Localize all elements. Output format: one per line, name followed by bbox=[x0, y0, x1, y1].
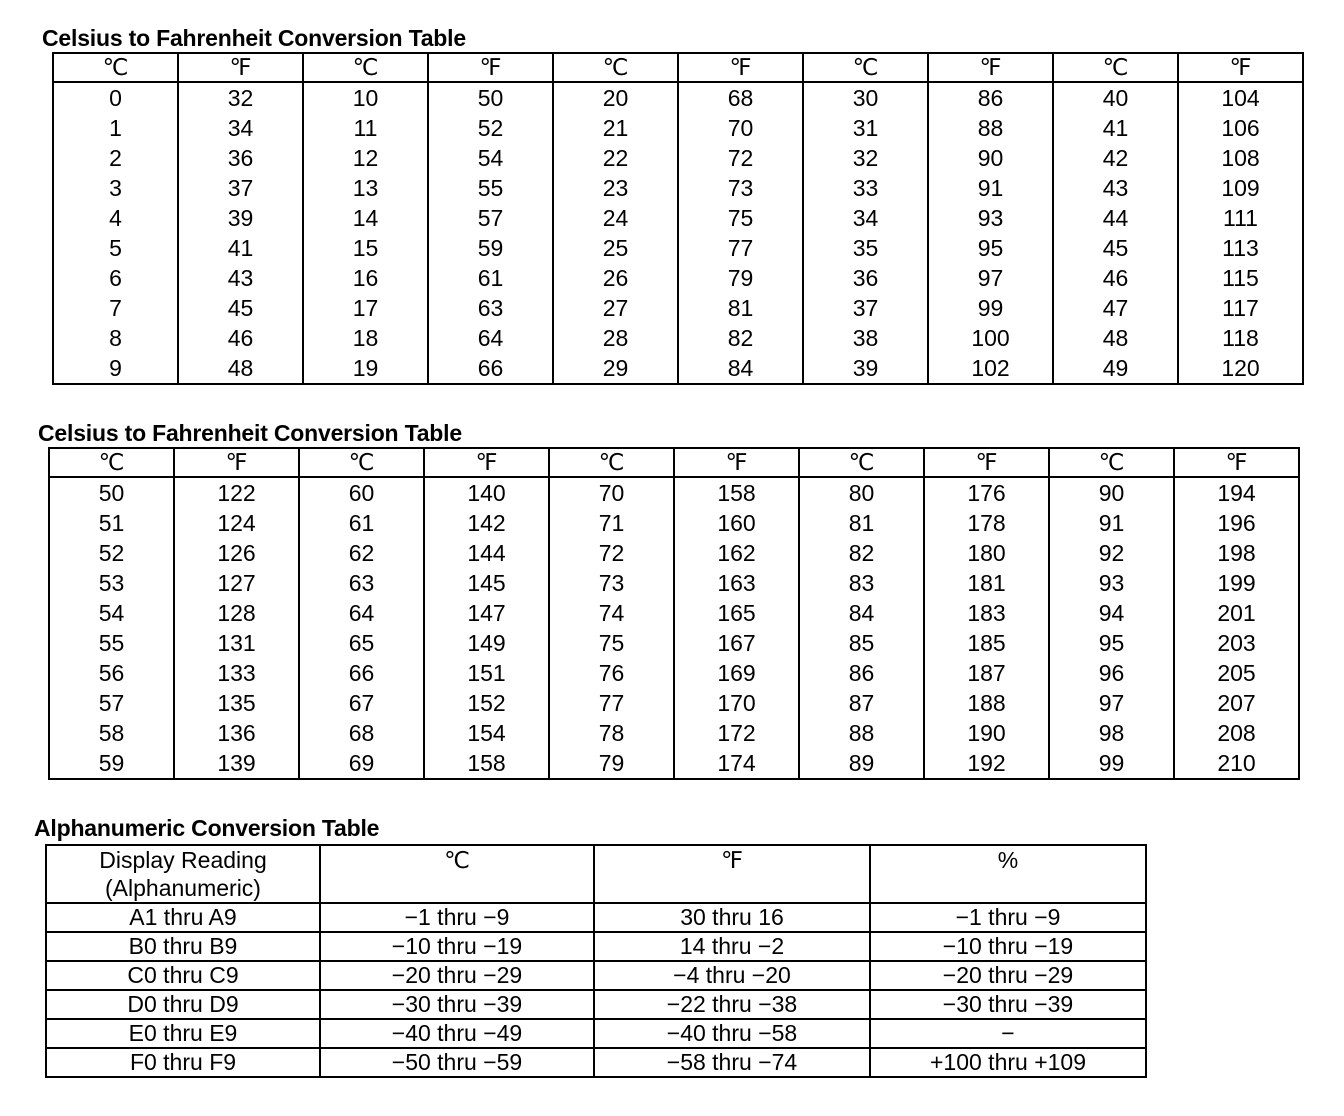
fahrenheit-cell: 136 bbox=[174, 718, 299, 748]
table-row bbox=[53, 82, 1303, 113]
column-header-fahrenheit: ℉ bbox=[428, 53, 553, 82]
celsius-cell: 58 bbox=[98, 719, 125, 746]
fahrenheit-cell: 115 bbox=[1178, 263, 1303, 293]
table-header-row bbox=[49, 448, 1299, 477]
celsius-cell: 66 bbox=[299, 658, 424, 688]
fahrenheit-cell: 70 bbox=[678, 113, 803, 143]
celsius-cell: 27 bbox=[553, 293, 678, 323]
column-header-celsius: ℃ bbox=[549, 448, 674, 477]
celsius-cell: 87 bbox=[799, 688, 924, 718]
table-row bbox=[46, 1019, 1146, 1048]
column-header-fahrenheit: ℉ bbox=[1178, 53, 1303, 82]
column-header-celsius: ℃ bbox=[1053, 53, 1178, 82]
celsius-cell: 55 bbox=[98, 629, 125, 656]
percent-cell: −20 thru −29 bbox=[870, 961, 1146, 990]
celsius-cell: 99 bbox=[1049, 748, 1174, 779]
celsius-cell: 47 bbox=[1053, 293, 1178, 323]
table-row bbox=[49, 748, 1299, 779]
table-row bbox=[46, 961, 1146, 990]
fahrenheit-cell: 52 bbox=[428, 113, 553, 143]
fahrenheit-cell: 95 bbox=[928, 233, 1053, 263]
table-row bbox=[46, 990, 1146, 1019]
fahrenheit-cell: 128 bbox=[174, 598, 299, 628]
fahrenheit-cell: 174 bbox=[674, 748, 799, 779]
celsius-cell: 69 bbox=[299, 748, 424, 779]
fahrenheit-cell: 99 bbox=[928, 293, 1053, 323]
celsius-cell: 20 bbox=[553, 82, 678, 113]
fahrenheit-cell: 139 bbox=[174, 748, 299, 779]
column-header-fahrenheit: ℉ bbox=[674, 448, 799, 477]
celsius-cell: 38 bbox=[803, 323, 928, 353]
fahrenheit-cell: 109 bbox=[1178, 173, 1303, 203]
fahrenheit-cell: 117 bbox=[1178, 293, 1303, 323]
column-header-fahrenheit: ℉ bbox=[924, 448, 1049, 477]
display-reading-cell: C0 thru C9 bbox=[46, 961, 320, 990]
celsius-cell: 68 bbox=[299, 718, 424, 748]
celsius-cell: 79 bbox=[549, 748, 674, 779]
celsius-cell: 40 bbox=[1053, 82, 1178, 113]
fahrenheit-cell: 39 bbox=[178, 203, 303, 233]
celsius-cell: 30 bbox=[803, 82, 928, 113]
fahrenheit-cell: −58 thru −74 bbox=[594, 1048, 870, 1077]
celsius-cell: −1 thru −9 bbox=[320, 903, 594, 932]
fahrenheit-cell: 140 bbox=[424, 477, 549, 508]
fahrenheit-cell: 86 bbox=[928, 82, 1053, 113]
fahrenheit-cell: 145 bbox=[424, 568, 549, 598]
fahrenheit-cell: 68 bbox=[678, 82, 803, 113]
table-row bbox=[49, 477, 1299, 508]
fahrenheit-cell: 144 bbox=[424, 538, 549, 568]
fahrenheit-cell: 205 bbox=[1174, 658, 1299, 688]
celsius-cell: 17 bbox=[303, 293, 428, 323]
celsius-cell: 29 bbox=[553, 353, 678, 384]
fahrenheit-cell: 79 bbox=[678, 263, 803, 293]
celsius-cell: 42 bbox=[1053, 143, 1178, 173]
fahrenheit-cell: 14 thru −2 bbox=[594, 932, 870, 961]
fahrenheit-cell: 64 bbox=[428, 323, 553, 353]
fahrenheit-cell: 167 bbox=[674, 628, 799, 658]
fahrenheit-cell: 196 bbox=[1174, 508, 1299, 538]
celsius-cell: 93 bbox=[1049, 568, 1174, 598]
celsius-cell: 8 bbox=[109, 324, 122, 351]
fahrenheit-cell: 152 bbox=[424, 688, 549, 718]
celsius-cell: 0 bbox=[109, 84, 122, 111]
fahrenheit-cell: −22 thru −38 bbox=[594, 990, 870, 1019]
celsius-cell: 19 bbox=[303, 353, 428, 384]
table-header-row bbox=[53, 53, 1303, 82]
celsius-cell: 71 bbox=[549, 508, 674, 538]
celsius-cell: 7 bbox=[109, 294, 122, 321]
table-row bbox=[53, 203, 1303, 233]
fahrenheit-cell: 149 bbox=[424, 628, 549, 658]
fahrenheit-cell: 72 bbox=[678, 143, 803, 173]
celsius-cell: 51 bbox=[98, 509, 125, 536]
table-row bbox=[49, 508, 1299, 538]
column-header-fahrenheit: ℉ bbox=[174, 448, 299, 477]
celsius-cell: −30 thru −39 bbox=[320, 990, 594, 1019]
display-reading-cell: D0 thru D9 bbox=[46, 990, 320, 1019]
fahrenheit-cell: 88 bbox=[928, 113, 1053, 143]
fahrenheit-cell: 36 bbox=[178, 143, 303, 173]
celsius-cell: 36 bbox=[803, 263, 928, 293]
fahrenheit-cell: 54 bbox=[428, 143, 553, 173]
celsius-cell: 10 bbox=[303, 82, 428, 113]
celsius-cell: 23 bbox=[553, 173, 678, 203]
celsius-cell: 86 bbox=[799, 658, 924, 688]
celsius-cell: 83 bbox=[799, 568, 924, 598]
fahrenheit-cell: 210 bbox=[1174, 748, 1299, 779]
fahrenheit-cell: 178 bbox=[924, 508, 1049, 538]
fahrenheit-cell: 108 bbox=[1178, 143, 1303, 173]
fahrenheit-cell: 104 bbox=[1178, 82, 1303, 113]
table-row bbox=[49, 718, 1299, 748]
celsius-fahrenheit-table-1 bbox=[52, 52, 1304, 385]
celsius-cell: 22 bbox=[553, 143, 678, 173]
fahrenheit-cell: 77 bbox=[678, 233, 803, 263]
fahrenheit-cell: 48 bbox=[178, 353, 303, 384]
fahrenheit-cell: 90 bbox=[928, 143, 1053, 173]
celsius-cell: 24 bbox=[553, 203, 678, 233]
fahrenheit-cell: 135 bbox=[174, 688, 299, 718]
fahrenheit-cell: 41 bbox=[178, 233, 303, 263]
fahrenheit-cell: 203 bbox=[1174, 628, 1299, 658]
fahrenheit-cell: 63 bbox=[428, 293, 553, 323]
celsius-cell: 26 bbox=[553, 263, 678, 293]
celsius-cell: 31 bbox=[803, 113, 928, 143]
fahrenheit-cell: 122 bbox=[174, 477, 299, 508]
percent-cell: −30 thru −39 bbox=[870, 990, 1146, 1019]
celsius-cell: 32 bbox=[803, 143, 928, 173]
celsius-cell: 1 bbox=[109, 114, 122, 141]
celsius-cell: 85 bbox=[799, 628, 924, 658]
celsius-cell: −40 thru −49 bbox=[320, 1019, 594, 1048]
fahrenheit-cell: 158 bbox=[424, 748, 549, 779]
percent-cell: −1 thru −9 bbox=[870, 903, 1146, 932]
fahrenheit-cell: 97 bbox=[928, 263, 1053, 293]
celsius-cell: 25 bbox=[553, 233, 678, 263]
celsius-cell: 4 bbox=[109, 204, 122, 231]
table-row bbox=[49, 538, 1299, 568]
fahrenheit-cell: 199 bbox=[1174, 568, 1299, 598]
fahrenheit-cell: 172 bbox=[674, 718, 799, 748]
fahrenheit-cell: 185 bbox=[924, 628, 1049, 658]
column-header-celsius: ℃ bbox=[799, 448, 924, 477]
fahrenheit-cell: 126 bbox=[174, 538, 299, 568]
celsius-cell: 91 bbox=[1049, 508, 1174, 538]
celsius-cell: 18 bbox=[303, 323, 428, 353]
column-header-celsius: ℃ bbox=[299, 448, 424, 477]
fahrenheit-cell: 34 bbox=[178, 113, 303, 143]
celsius-cell: 50 bbox=[98, 479, 125, 506]
fahrenheit-cell: 91 bbox=[928, 173, 1053, 203]
fahrenheit-cell: 201 bbox=[1174, 598, 1299, 628]
table-row bbox=[53, 233, 1303, 263]
celsius-cell: 98 bbox=[1049, 718, 1174, 748]
celsius-fahrenheit-table-2 bbox=[48, 447, 1300, 780]
celsius-cell: 45 bbox=[1053, 233, 1178, 263]
celsius-cell: 56 bbox=[98, 659, 125, 686]
display-reading-cell: F0 thru F9 bbox=[46, 1048, 320, 1077]
fahrenheit-cell: 84 bbox=[678, 353, 803, 384]
celsius-cell: 13 bbox=[303, 173, 428, 203]
celsius-cell: 70 bbox=[549, 477, 674, 508]
column-header-celsius: ℃ bbox=[49, 448, 174, 477]
percent-cell: − bbox=[870, 1019, 1146, 1048]
fahrenheit-cell: 170 bbox=[674, 688, 799, 718]
celsius-cell: 72 bbox=[549, 538, 674, 568]
celsius-cell: 28 bbox=[553, 323, 678, 353]
column-header-fahrenheit: ℉ bbox=[178, 53, 303, 82]
table-row bbox=[46, 1048, 1146, 1077]
fahrenheit-cell: 183 bbox=[924, 598, 1049, 628]
table-row bbox=[49, 568, 1299, 598]
fahrenheit-cell: 181 bbox=[924, 568, 1049, 598]
celsius-cell: 59 bbox=[98, 749, 125, 776]
column-header-fahrenheit: ℉ bbox=[928, 53, 1053, 82]
fahrenheit-cell: 163 bbox=[674, 568, 799, 598]
celsius-cell: 14 bbox=[303, 203, 428, 233]
celsius-cell: 35 bbox=[803, 233, 928, 263]
celsius-cell: 82 bbox=[799, 538, 924, 568]
celsius-cell: 5 bbox=[109, 234, 122, 261]
fahrenheit-cell: 73 bbox=[678, 173, 803, 203]
fahrenheit-cell: −40 thru −58 bbox=[594, 1019, 870, 1048]
fahrenheit-cell: 61 bbox=[428, 263, 553, 293]
celsius-cell: 76 bbox=[549, 658, 674, 688]
celsius-cell: 43 bbox=[1053, 173, 1178, 203]
celsius-cell: 12 bbox=[303, 143, 428, 173]
celsius-cell: 95 bbox=[1049, 628, 1174, 658]
celsius-cell: 80 bbox=[799, 477, 924, 508]
table-row bbox=[49, 628, 1299, 658]
celsius-cell: 9 bbox=[109, 354, 122, 381]
table2-title: Celsius to Fahrenheit Conversion Table bbox=[38, 420, 462, 446]
celsius-cell: 96 bbox=[1049, 658, 1174, 688]
celsius-cell: 53 bbox=[98, 569, 125, 596]
table-row bbox=[46, 932, 1146, 961]
celsius-cell: 48 bbox=[1053, 323, 1178, 353]
fahrenheit-cell: 180 bbox=[924, 538, 1049, 568]
fahrenheit-cell: 151 bbox=[424, 658, 549, 688]
celsius-cell: 6 bbox=[109, 264, 122, 291]
fahrenheit-cell: 208 bbox=[1174, 718, 1299, 748]
celsius-cell: 46 bbox=[1053, 263, 1178, 293]
fahrenheit-cell: 75 bbox=[678, 203, 803, 233]
fahrenheit-cell: 32 bbox=[178, 82, 303, 113]
celsius-cell: 73 bbox=[549, 568, 674, 598]
fahrenheit-cell: 154 bbox=[424, 718, 549, 748]
table-row bbox=[53, 263, 1303, 293]
fahrenheit-cell: 113 bbox=[1178, 233, 1303, 263]
column-header-fahrenheit: ℉ bbox=[1174, 448, 1299, 477]
fahrenheit-cell: 82 bbox=[678, 323, 803, 353]
celsius-cell: 75 bbox=[549, 628, 674, 658]
fahrenheit-cell: 207 bbox=[1174, 688, 1299, 718]
column-header-celsius: ℃ bbox=[1049, 448, 1174, 477]
fahrenheit-cell: 127 bbox=[174, 568, 299, 598]
fahrenheit-cell: 160 bbox=[674, 508, 799, 538]
column-header-display-reading bbox=[46, 845, 320, 903]
fahrenheit-cell: 187 bbox=[924, 658, 1049, 688]
celsius-cell: −50 thru −59 bbox=[320, 1048, 594, 1077]
celsius-cell: 81 bbox=[799, 508, 924, 538]
celsius-cell: 44 bbox=[1053, 203, 1178, 233]
celsius-cell: 34 bbox=[803, 203, 928, 233]
percent-cell: +100 thru +109 bbox=[870, 1048, 1146, 1077]
fahrenheit-cell: 165 bbox=[674, 598, 799, 628]
table-row bbox=[53, 323, 1303, 353]
percent-cell: −10 thru −19 bbox=[870, 932, 1146, 961]
column-header-celsius: ℃ bbox=[553, 53, 678, 82]
fahrenheit-cell: 188 bbox=[924, 688, 1049, 718]
fahrenheit-cell: 66 bbox=[428, 353, 553, 384]
celsius-cell: −20 thru −29 bbox=[320, 961, 594, 990]
celsius-cell: 15 bbox=[303, 233, 428, 263]
table-row bbox=[49, 688, 1299, 718]
fahrenheit-cell: 133 bbox=[174, 658, 299, 688]
celsius-cell: 84 bbox=[799, 598, 924, 628]
fahrenheit-cell: 120 bbox=[1178, 353, 1303, 384]
celsius-cell: 94 bbox=[1049, 598, 1174, 628]
column-header-fahrenheit: ℉ bbox=[594, 845, 870, 903]
fahrenheit-cell: 147 bbox=[424, 598, 549, 628]
column-header-percent: % bbox=[870, 845, 1146, 903]
celsius-cell: 92 bbox=[1049, 538, 1174, 568]
column-header-fahrenheit: ℉ bbox=[424, 448, 549, 477]
alphanumeric-conversion-table bbox=[45, 844, 1147, 1078]
fahrenheit-cell: 162 bbox=[674, 538, 799, 568]
celsius-cell: 33 bbox=[803, 173, 928, 203]
table-row bbox=[53, 173, 1303, 203]
celsius-cell: 21 bbox=[553, 113, 678, 143]
celsius-cell: 11 bbox=[303, 113, 428, 143]
celsius-cell: 65 bbox=[299, 628, 424, 658]
fahrenheit-cell: 59 bbox=[428, 233, 553, 263]
table-row bbox=[49, 598, 1299, 628]
celsius-cell: 37 bbox=[803, 293, 928, 323]
fahrenheit-cell: 142 bbox=[424, 508, 549, 538]
table-row bbox=[53, 293, 1303, 323]
celsius-cell: 88 bbox=[799, 718, 924, 748]
fahrenheit-cell: 118 bbox=[1178, 323, 1303, 353]
fahrenheit-cell: 194 bbox=[1174, 477, 1299, 508]
celsius-cell: 74 bbox=[549, 598, 674, 628]
fahrenheit-cell: 106 bbox=[1178, 113, 1303, 143]
celsius-cell: 67 bbox=[299, 688, 424, 718]
celsius-cell: 49 bbox=[1053, 353, 1178, 384]
table-row bbox=[49, 658, 1299, 688]
celsius-cell: 78 bbox=[549, 718, 674, 748]
column-header-celsius: ℃ bbox=[320, 845, 594, 903]
fahrenheit-cell: 57 bbox=[428, 203, 553, 233]
table-row bbox=[53, 113, 1303, 143]
column-header-celsius: ℃ bbox=[303, 53, 428, 82]
fahrenheit-cell: 46 bbox=[178, 323, 303, 353]
fahrenheit-cell: 43 bbox=[178, 263, 303, 293]
fahrenheit-cell: 55 bbox=[428, 173, 553, 203]
celsius-cell: 77 bbox=[549, 688, 674, 718]
fahrenheit-cell: 169 bbox=[674, 658, 799, 688]
display-reading-cell: A1 thru A9 bbox=[46, 903, 320, 932]
celsius-cell: −10 thru −19 bbox=[320, 932, 594, 961]
column-header-fahrenheit: ℉ bbox=[678, 53, 803, 82]
table1-title: Celsius to Fahrenheit Conversion Table bbox=[42, 25, 466, 51]
fahrenheit-cell: 192 bbox=[924, 748, 1049, 779]
fahrenheit-cell: 100 bbox=[928, 323, 1053, 353]
fahrenheit-cell: 198 bbox=[1174, 538, 1299, 568]
fahrenheit-cell: 81 bbox=[678, 293, 803, 323]
fahrenheit-cell: 124 bbox=[174, 508, 299, 538]
celsius-cell: 97 bbox=[1049, 688, 1174, 718]
fahrenheit-cell: 45 bbox=[178, 293, 303, 323]
fahrenheit-cell: 111 bbox=[1178, 203, 1303, 233]
celsius-cell: 60 bbox=[299, 477, 424, 508]
fahrenheit-cell: 190 bbox=[924, 718, 1049, 748]
fahrenheit-cell: 37 bbox=[178, 173, 303, 203]
column-header-celsius: ℃ bbox=[803, 53, 928, 82]
fahrenheit-cell: 158 bbox=[674, 477, 799, 508]
celsius-cell: 52 bbox=[98, 539, 125, 566]
fahrenheit-cell: −4 thru −20 bbox=[594, 961, 870, 990]
celsius-cell: 39 bbox=[803, 353, 928, 384]
fahrenheit-cell: 102 bbox=[928, 353, 1053, 384]
display-reading-cell: E0 thru E9 bbox=[46, 1019, 320, 1048]
fahrenheit-cell: 131 bbox=[174, 628, 299, 658]
celsius-cell: 3 bbox=[109, 174, 122, 201]
celsius-cell: 64 bbox=[299, 598, 424, 628]
celsius-cell: 2 bbox=[109, 144, 122, 171]
table-row bbox=[53, 353, 1303, 384]
display-reading-cell: B0 thru B9 bbox=[46, 932, 320, 961]
celsius-cell: 54 bbox=[98, 599, 125, 626]
celsius-cell: 62 bbox=[299, 538, 424, 568]
celsius-cell: 90 bbox=[1049, 477, 1174, 508]
fahrenheit-cell: 30 thru 16 bbox=[594, 903, 870, 932]
table-header-row bbox=[46, 845, 1146, 903]
table-row bbox=[53, 143, 1303, 173]
header-line-alphanumeric: (Alphanumeric) bbox=[105, 875, 261, 901]
fahrenheit-cell: 50 bbox=[428, 82, 553, 113]
fahrenheit-cell: 93 bbox=[928, 203, 1053, 233]
celsius-cell: 63 bbox=[299, 568, 424, 598]
celsius-cell: 57 bbox=[98, 689, 125, 716]
celsius-cell: 41 bbox=[1053, 113, 1178, 143]
celsius-cell: 61 bbox=[299, 508, 424, 538]
table-row bbox=[46, 903, 1146, 932]
header-line-display-reading: Display Reading bbox=[99, 847, 267, 873]
table3-title: Alphanumeric Conversion Table bbox=[34, 815, 380, 841]
celsius-cell: 89 bbox=[799, 748, 924, 779]
fahrenheit-cell: 176 bbox=[924, 477, 1049, 508]
celsius-cell: 16 bbox=[303, 263, 428, 293]
column-header-celsius: ℃ bbox=[53, 53, 178, 82]
